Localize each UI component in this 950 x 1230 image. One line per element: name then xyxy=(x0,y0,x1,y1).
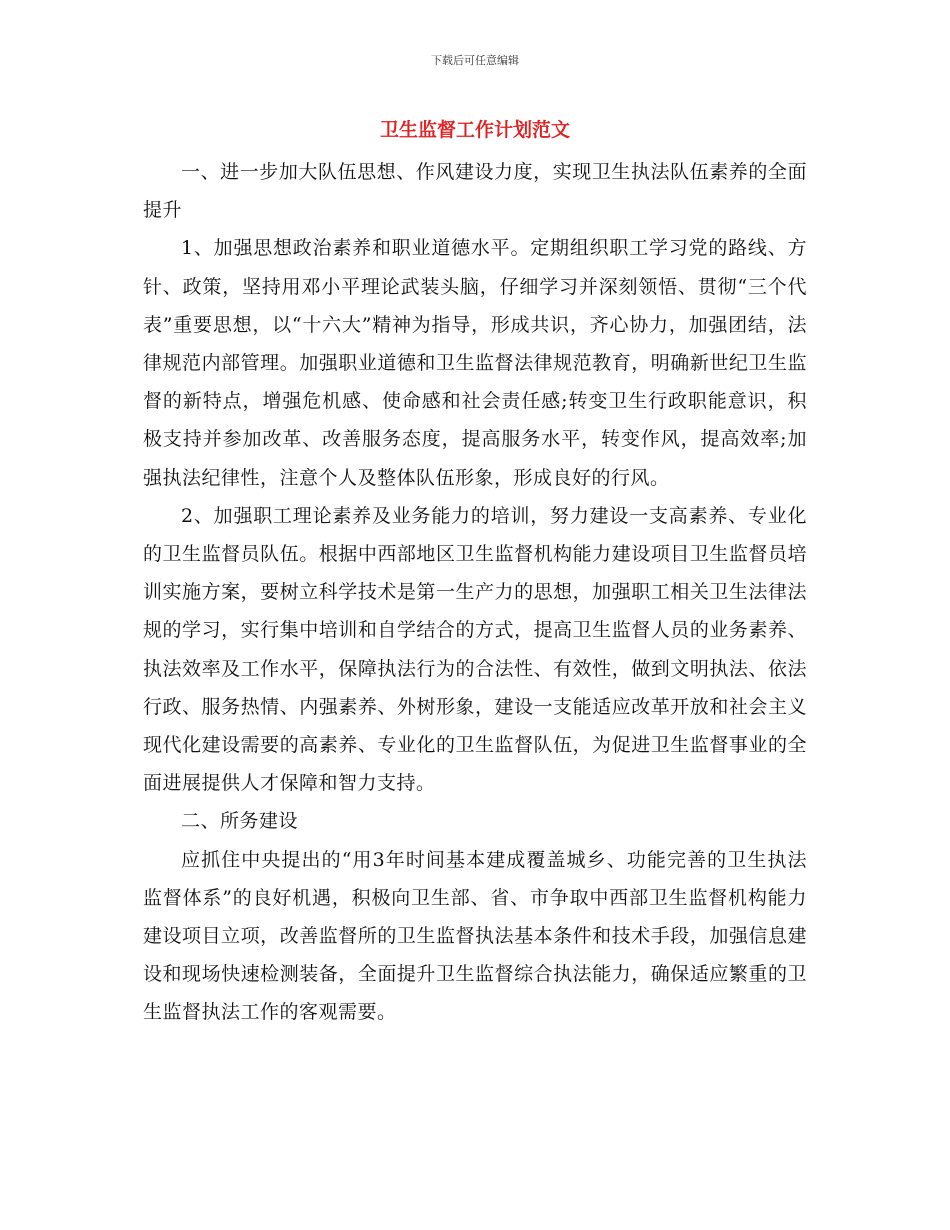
paragraph-section-1-heading: 一、进一步加大队伍思想、作风建设力度，实现卫生执法队伍素养的全面提升 xyxy=(143,161,807,222)
document-title: 卫生监督工作计划范文 xyxy=(379,119,570,141)
paragraph-item-2: 2、加强职工理论素养及业务能力的培训，努力建设一支高素养、专业化的卫生监督员队伍。根据中西部地区卫生监督机构能力建设项目卫生监督员培训实施方案，要树立科学技术是第一生产力的思想，加强职工相关卫生法律法规的学习，实行集中培训和自学结合的方式，提高卫生监督人员的业务素养、执法效率及工作水平，保障执法行为的合法性、有效性，做到文明执法、依法行政、服务热情、内强素养、外树形象，建设一支能适应改革开放和社会主义现代化建设需要的高素养、专业化的卫生监督队伍，为促进卫生监督事业的全面进展提供人才保障和智力支持。 xyxy=(143,504,807,795)
paragraph-item-1: 1、加强思想政治素养和职业道德水平。定期组织职工学习党的路线、方针、政策，坚持用邓小平理论武装头脑，仔细学习并深刻领悟、贯彻“三个代表”重要思想，以“十六大”精神为指导，形成共识，齐心协力，加强团结，法律规范内部管理。加强职业道德和卫生监督法律规范教育，明确新世纪卫生监督的新特点，增强危机感、使命感和社会责任感;转变卫生行政职能意识，积极支持并参加改革、改善服务态度，提高服务水平，转变作风，提高效率;加强执法纪律性，注意个人及整体队伍形象，形成良好的行风。 xyxy=(143,237,807,489)
paragraph-section-2-body: 应抓住中央提出的“用3年时间基本建成覆盖城乡、功能完善的卫生执法监督体系”的良好机遇，积极向卫生部、省、市争取中西部卫生监督机构能力建设项目立项，改善监督所的卫生监督执法基本条件和技术手段，加强信息建设和现场快速检测装备，全面提升卫生监督综合执法能力，确保适应繁重的卫生监督执法工作的客观需要。 xyxy=(143,848,807,1024)
paragraph-section-2-heading: 二、所务建设 xyxy=(181,810,299,833)
page-header-note: 下载后可任意编辑 xyxy=(431,54,519,67)
document-body xyxy=(143,153,807,1032)
